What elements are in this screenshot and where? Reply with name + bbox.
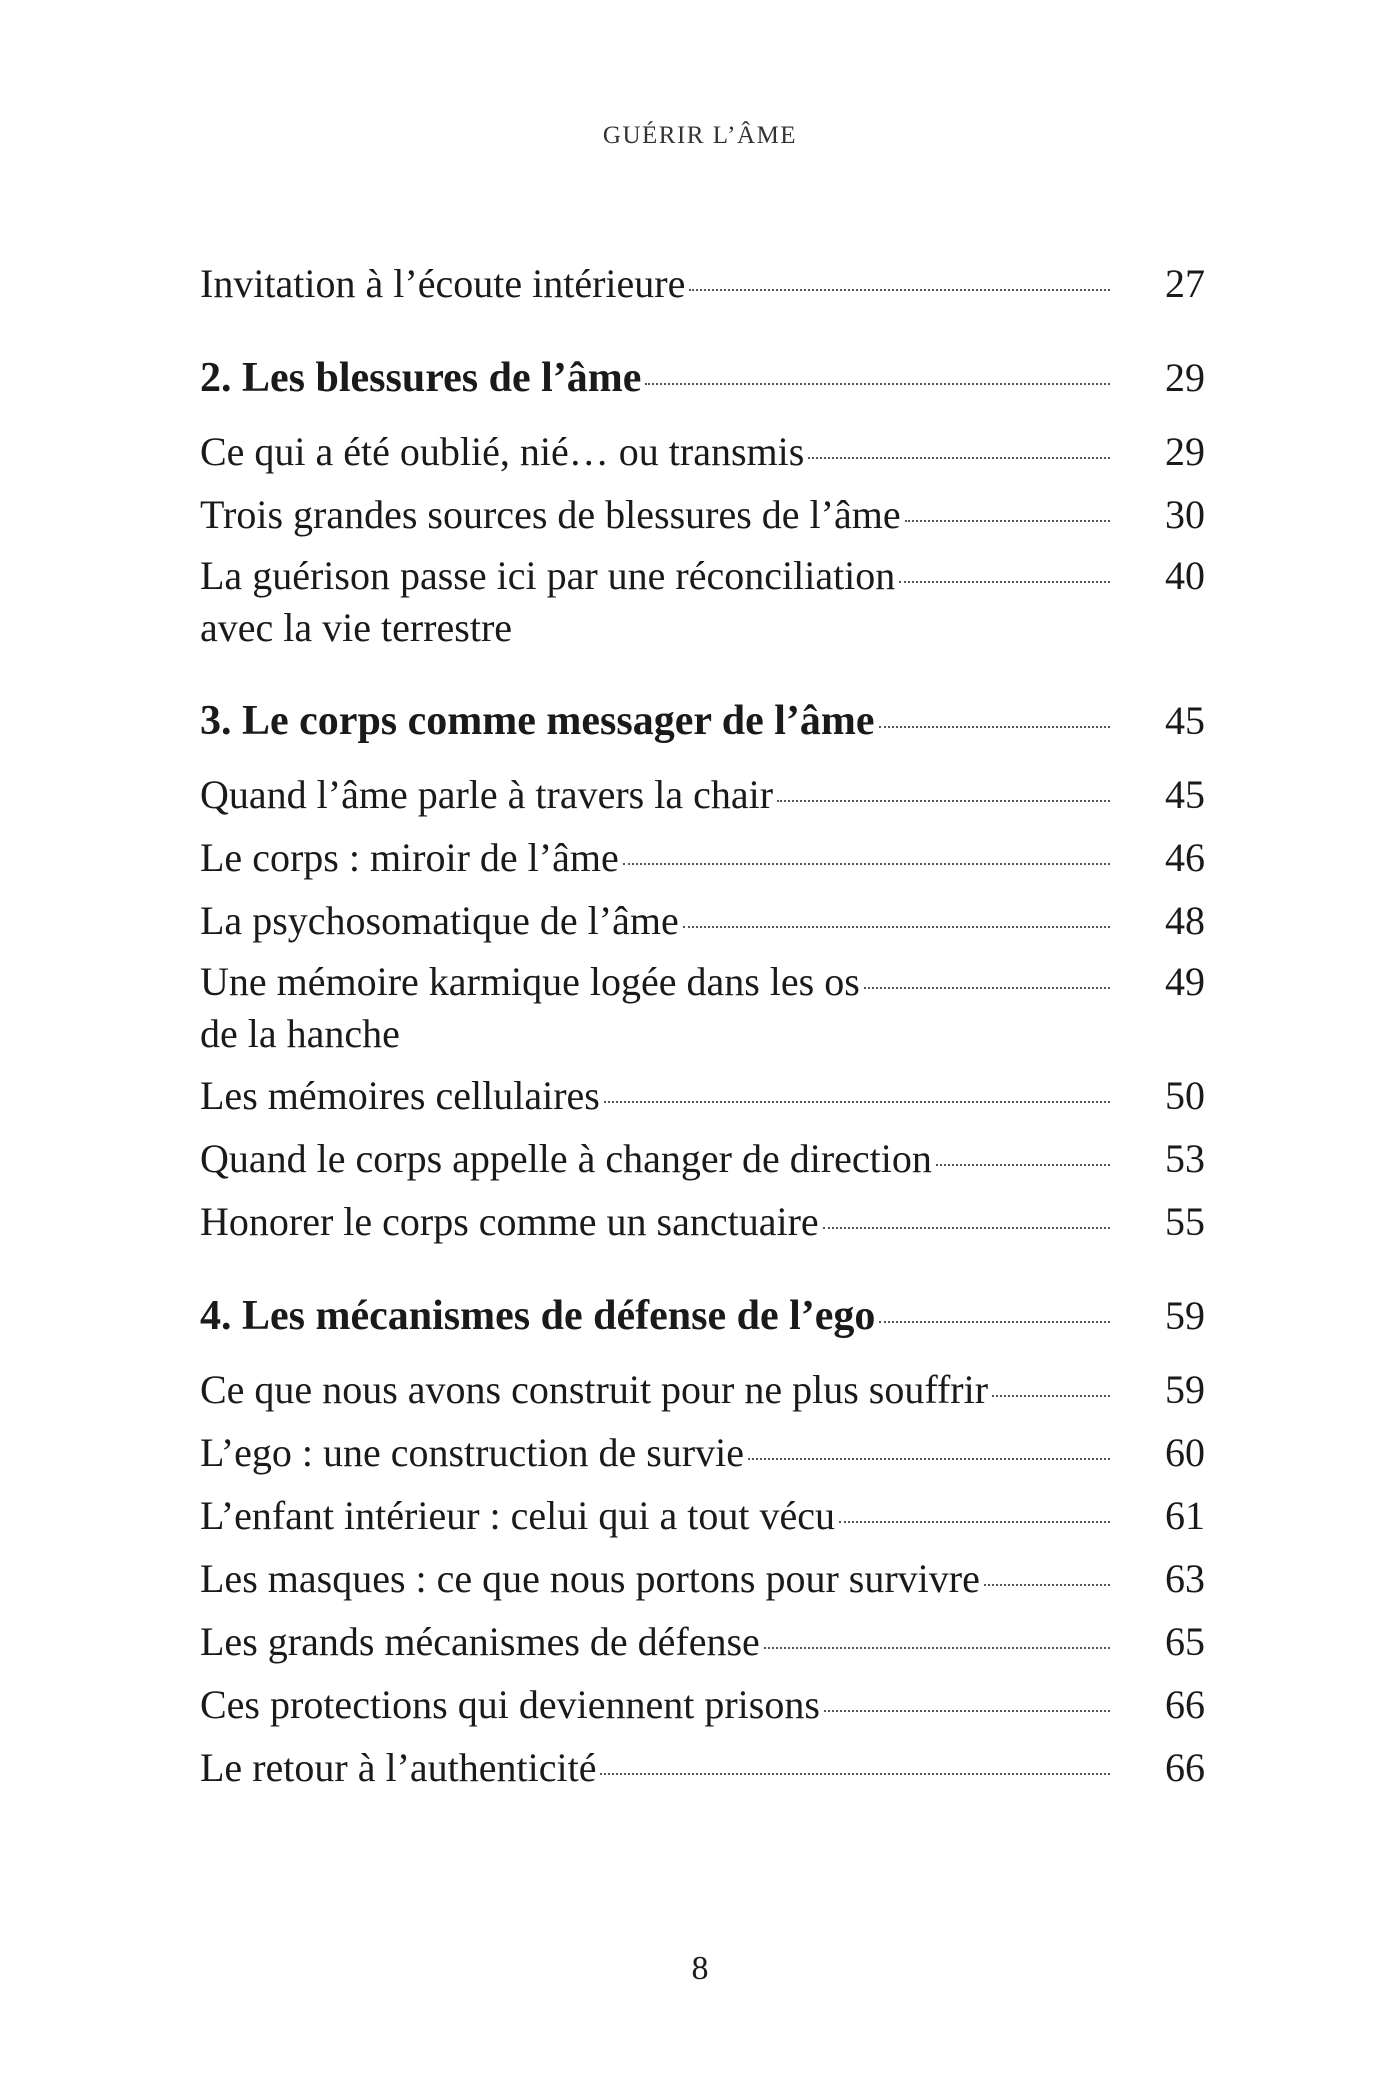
- dot-leader: [824, 1710, 1110, 1712]
- toc-entry-title: [200, 550, 895, 654]
- table-of-contents: [200, 252, 1205, 1799]
- toc-entry-page: 59: [1165, 1293, 1205, 1338]
- toc-entry: [200, 889, 1205, 952]
- toc-entry: [200, 1190, 1205, 1253]
- toc-entry: [200, 252, 1205, 315]
- toc-chapter-title: 3. Le corps comme messager de l’âme: [200, 698, 875, 744]
- toc-entry-title: Quand l’âme parle à travers la chair: [200, 772, 774, 817]
- running-head: GUÉRIR L’ÂME: [602, 122, 798, 149]
- toc-entry-page: 48: [1165, 898, 1205, 943]
- toc-entry-page: 29: [1165, 355, 1205, 400]
- toc-entry-title: Les grands mécanismes de défense: [200, 1619, 760, 1664]
- toc-entry-title: Honorer le corps comme un sanctuaire: [200, 1199, 819, 1244]
- toc-chapter-title: 4. Les mécanismes de défense de l’ego: [200, 1293, 876, 1339]
- toc-entry: [200, 1736, 1205, 1799]
- toc-entry-title: Les mémoires cellulaires: [200, 1073, 600, 1118]
- dot-leader: [689, 289, 1110, 291]
- dot-leader: [879, 1321, 1110, 1323]
- toc-entry-page: 65: [1165, 1619, 1205, 1664]
- toc-entry-page: 29: [1165, 429, 1205, 474]
- toc-entry-page: 45: [1165, 698, 1205, 743]
- dot-leader: [623, 863, 1110, 865]
- toc-entry-title-line-1: Une mémoire karmique logée dans les os: [200, 959, 860, 1004]
- dot-leader: [905, 520, 1110, 522]
- dot-leader: [899, 581, 1110, 583]
- toc-entry: [200, 1064, 1205, 1127]
- dot-leader: [604, 1101, 1110, 1103]
- toc-entry: [200, 1484, 1205, 1547]
- toc-entry-page: 46: [1165, 835, 1205, 880]
- toc-entry-title: Quand le corps appelle à changer de direction: [200, 1136, 932, 1181]
- toc-entry-page: 59: [1165, 1367, 1205, 1412]
- dot-leader: [936, 1164, 1110, 1166]
- dot-leader: [992, 1395, 1110, 1397]
- toc-entry: [200, 1358, 1205, 1421]
- toc-entry: [200, 420, 1205, 483]
- toc-entry-page: 45: [1165, 772, 1205, 817]
- toc-entry: [200, 483, 1205, 546]
- toc-entry-page: 49: [1165, 959, 1205, 1004]
- toc-entry-title: Les masques : ce que nous portons pour survivre: [200, 1556, 980, 1601]
- toc-entry-title: L’ego : une construction de survie: [200, 1430, 744, 1475]
- toc-entry-title-line-2: de la hanche: [200, 1011, 400, 1056]
- dot-leader: [984, 1584, 1110, 1586]
- toc-entry-page: 55: [1165, 1199, 1205, 1244]
- toc-entry-title: Le corps : miroir de l’âme: [200, 835, 619, 880]
- dot-leader: [645, 383, 1110, 385]
- toc-entry-page: 30: [1165, 492, 1205, 537]
- toc-entry: [200, 546, 1205, 658]
- toc-entry-page: 27: [1165, 261, 1205, 306]
- toc-entry-title: Invitation à l’écoute intérieure: [200, 261, 686, 306]
- toc-entry-title-line-2: avec la vie terrestre: [200, 605, 513, 650]
- toc-entry-page: 40: [1165, 553, 1205, 598]
- toc-entry-title: [200, 956, 860, 1060]
- toc-entry: [200, 826, 1205, 889]
- toc-chapter-heading: [200, 1284, 1205, 1348]
- dot-leader: [764, 1647, 1110, 1649]
- toc-entry: [200, 763, 1205, 826]
- toc-entry-title: L’enfant intérieur : celui qui a tout vécu: [200, 1493, 835, 1538]
- toc-entry-title: La psychosomatique de l’âme: [200, 898, 679, 943]
- toc-entry-page: 66: [1165, 1682, 1205, 1727]
- dot-leader: [839, 1521, 1110, 1523]
- dot-leader: [823, 1227, 1110, 1229]
- toc-entry-page: 53: [1165, 1136, 1205, 1181]
- toc-chapter-title: 2. Les blessures de l’âme: [200, 355, 642, 401]
- toc-entry-page: 60: [1165, 1430, 1205, 1475]
- dot-leader: [777, 800, 1110, 802]
- dot-leader: [600, 1773, 1110, 1775]
- toc-entry-page: 50: [1165, 1073, 1205, 1118]
- toc-entry: [200, 1421, 1205, 1484]
- toc-entry-title: Ces protections qui deviennent prisons: [200, 1682, 820, 1727]
- toc-chapter-heading: [200, 346, 1205, 410]
- dot-leader: [864, 987, 1110, 989]
- toc-entry-page: 66: [1165, 1745, 1205, 1790]
- toc-entry-page: 63: [1165, 1556, 1205, 1601]
- toc-entry-page: 61: [1165, 1493, 1205, 1538]
- dot-leader: [683, 926, 1110, 928]
- toc-entry: [200, 952, 1205, 1064]
- toc-entry-title: Trois grandes sources de blessures de l’âme: [200, 492, 901, 537]
- toc-entry-title: Ce que nous avons construit pour ne plus souffrir: [200, 1367, 989, 1412]
- dot-leader: [748, 1458, 1110, 1460]
- toc-entry-title-line-1: La guérison passe ici par une réconciliation: [200, 553, 896, 598]
- toc-entry: [200, 1673, 1205, 1736]
- toc-entry: [200, 1610, 1205, 1673]
- dot-leader: [879, 726, 1110, 728]
- toc-entry: [200, 1547, 1205, 1610]
- toc-entry-title: Le retour à l’authenticité: [200, 1745, 597, 1790]
- dot-leader: [808, 457, 1110, 459]
- toc-chapter-heading: [200, 689, 1205, 753]
- toc-entry-title: Ce qui a été oublié, nié… ou transmis: [200, 429, 805, 474]
- page-number: 8: [691, 1950, 709, 1987]
- toc-entry: [200, 1127, 1205, 1190]
